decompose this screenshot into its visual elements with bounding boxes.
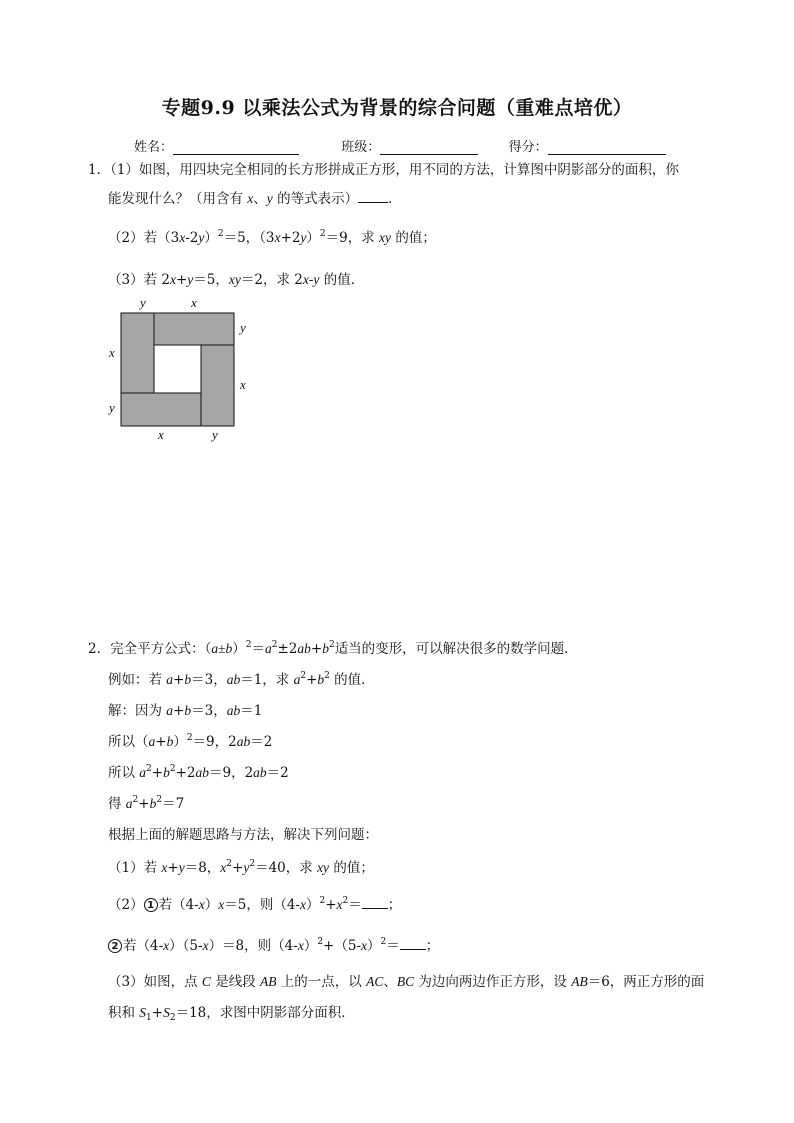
q2-solution-1: 解：因为 a+b＝3，ab＝1	[108, 703, 263, 719]
label-right-y: y	[240, 320, 246, 335]
q2-solution-3: 所以 $a^2+b^2+2ab=9$，2ab＝2	[108, 764, 289, 781]
q2-part-2-1: （2） 1 若（4-x）x＝5，则$(4-x)^2+x^2=$ ；	[108, 896, 402, 913]
q1-part-2: （2）若$(3x-2y)^2=5$，$(3x+2y)^2=9$，求 xy 的值；	[108, 229, 436, 246]
q1-line-1: 1．（1）如图，用四块完全相同的长方形拼成正方形，用不同的方法，计算图中阴影部分的面积，你	[88, 162, 679, 178]
rect-bottom	[121, 393, 201, 426]
q2-2-2-answer-blank[interactable]	[400, 937, 426, 950]
score-label: 得分：	[508, 140, 548, 155]
q2-part-1: （1）若 x+y＝8，$x^2+y^2=40$，求 xy 的值；	[108, 859, 374, 876]
inner-square	[154, 345, 201, 393]
class-label: 班级：	[341, 140, 381, 155]
circled-one-icon: 1	[144, 898, 158, 912]
q1-line-2: 能发现什么？（用含有 x、y 的等式表示） ．	[108, 191, 402, 207]
q1-answer-blank[interactable]	[358, 190, 388, 203]
label-bottom-y: y	[212, 427, 218, 442]
label-top-x: x	[191, 295, 197, 310]
circled-two-icon: 2	[108, 939, 122, 953]
square-figure	[100, 292, 260, 444]
label-right-x: x	[240, 377, 246, 392]
student-info-row	[134, 136, 666, 155]
label-left-y: y	[109, 400, 115, 415]
q1-number: 1．	[88, 162, 111, 178]
q2-instruction: 根据上面的解题思路与方法，解决下列问题：	[108, 827, 378, 843]
rect-right	[201, 345, 234, 426]
q2-number: 2．	[88, 641, 111, 657]
name-label: 姓名：	[134, 140, 174, 155]
rect-left	[121, 313, 154, 393]
score-blank[interactable]	[548, 140, 666, 155]
label-top-y: y	[140, 295, 146, 310]
q2-example: 例如：若 a+b＝3，ab＝1，求 $a^2+b^2$ 的值．	[108, 671, 375, 688]
q1-part-3: （3）若 2x+y＝5，xy＝2，求 2x-y 的值．	[108, 272, 365, 288]
label-bottom-x: x	[158, 427, 164, 442]
page-title: 专题9.9 以乘法公式为背景的综合问题（重难点培优）	[161, 97, 633, 119]
name-blank[interactable]	[173, 140, 299, 155]
q2-solution-4: 得 $a^2+b^2=7$	[108, 795, 185, 812]
q2-part-3-line-2: 积和 $S_1+S_2=18$，求图中阴影部分面积．	[108, 1005, 355, 1023]
class-blank[interactable]	[380, 140, 478, 155]
rect-top	[154, 313, 234, 345]
q2-line-1: 2．完全平方公式：$(a\pm b)^2=a^2\pm 2ab+b^2$适当的变形，可以解决很多的数学问题．	[88, 640, 578, 657]
q2-part-3-line-1: （3）如图，点 C 是线段 AB 上的一点，以 AC、BC 为边向两边作正方形，设 AB＝6，两正方形的面	[108, 974, 705, 990]
q2-part-2-2: 2 若（4-x）（5-x）＝8，则$(4-x)^2+(5-x)^2=$ ；	[108, 937, 439, 955]
q2-solution-2: 所以$(a+b)^2=9$，2ab＝2	[108, 733, 273, 750]
q2-2-1-answer-blank[interactable]	[362, 896, 388, 909]
label-left-x: x	[109, 345, 115, 360]
